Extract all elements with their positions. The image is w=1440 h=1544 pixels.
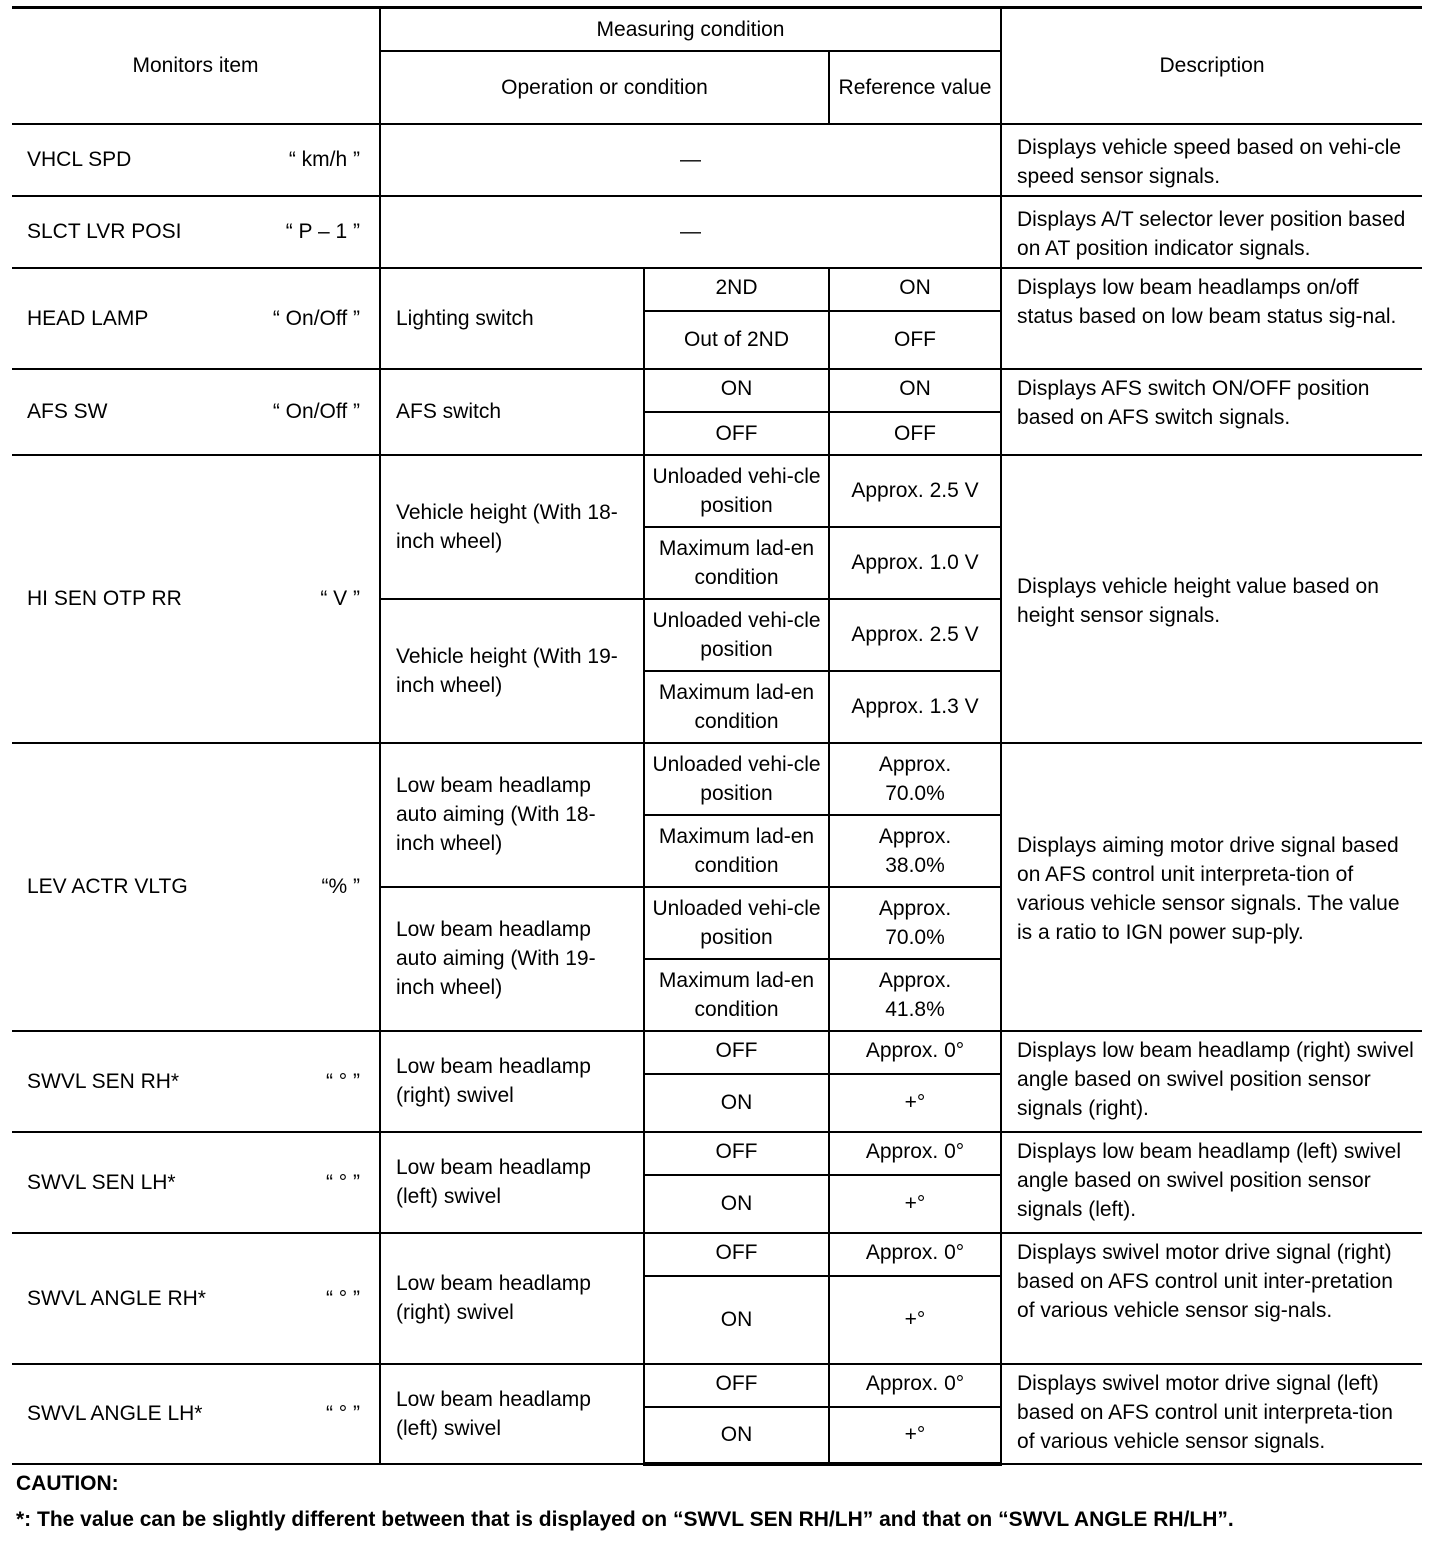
monitor-item-unit: “ P – 1 ” bbox=[285, 220, 360, 243]
monitor-item-unit: “ ° ” bbox=[325, 1069, 360, 1093]
operation-cell: ON bbox=[644, 369, 829, 412]
reference-cell: OFF bbox=[829, 311, 1001, 369]
monitor-item-unit: “ ° ” bbox=[325, 1402, 360, 1425]
table-row bbox=[12, 1364, 1422, 1407]
monitor-item-unit: “ km/h ” bbox=[288, 148, 360, 171]
condition-cell: — bbox=[380, 196, 1001, 268]
operation-cell: Unloaded vehi-cle position bbox=[644, 455, 829, 527]
header-operation: Operation or condition bbox=[380, 51, 829, 124]
monitor-item-unit: “ ° ” bbox=[325, 1170, 360, 1194]
monitor-item-name: HI SEN OTP RR bbox=[27, 587, 182, 610]
reference-cell: +° bbox=[829, 1175, 1001, 1233]
reference-cell: ON bbox=[829, 268, 1001, 311]
monitor-item-unit: “% ” bbox=[321, 875, 360, 898]
description-cell: Displays A/T selector lever position based on AT position indicator signals. bbox=[1001, 196, 1422, 268]
operation-cell: Maximum lad-en condition bbox=[644, 815, 829, 887]
operation-cell: ON bbox=[644, 1276, 829, 1364]
condition-cell: AFS switch bbox=[380, 369, 644, 455]
operation-cell: Maximum lad-en condition bbox=[644, 959, 829, 1031]
reference-cell: Approx. 1.0 V bbox=[829, 527, 1001, 599]
monitor-item-cell bbox=[12, 1031, 380, 1132]
condition-cell: Vehicle height (With 19-inch wheel) bbox=[380, 599, 644, 743]
operation-cell: OFF bbox=[644, 1364, 829, 1407]
monitor-item-name: SWVL SEN LH* bbox=[27, 1170, 176, 1194]
monitor-item-unit: “ On/Off ” bbox=[272, 400, 360, 423]
operation-cell: OFF bbox=[644, 412, 829, 455]
condition-cell: Low beam headlamp (right) swivel bbox=[380, 1233, 644, 1364]
operation-cell: Unloaded vehi-cle position bbox=[644, 887, 829, 959]
table-row bbox=[12, 455, 1422, 527]
reference-cell: +° bbox=[829, 1407, 1001, 1464]
monitor-item-cell bbox=[12, 124, 380, 196]
table-row bbox=[12, 124, 1422, 196]
condition-cell: Low beam headlamp (right) swivel bbox=[380, 1031, 644, 1132]
operation-cell: OFF bbox=[644, 1233, 829, 1276]
reference-cell: Approx. 2.5 V bbox=[829, 599, 1001, 671]
monitor-item-cell bbox=[12, 196, 380, 268]
monitor-item-cell bbox=[12, 1364, 380, 1464]
description-cell: Displays vehicle speed based on vehi-cle speed sensor signals. bbox=[1001, 124, 1422, 196]
monitor-item-name: SWVL SEN RH* bbox=[27, 1069, 180, 1093]
reference-cell: Approx. 0° bbox=[829, 1132, 1001, 1175]
condition-cell: Low beam headlamp auto aiming (With 19-inch wheel) bbox=[380, 887, 644, 1031]
reference-cell: +° bbox=[829, 1074, 1001, 1132]
condition-cell: Low beam headlamp (left) swivel bbox=[380, 1364, 644, 1464]
operation-cell: ON bbox=[644, 1074, 829, 1132]
operation-cell: OFF bbox=[644, 1031, 829, 1074]
table-row bbox=[12, 369, 1422, 412]
condition-cell: Low beam headlamp (left) swivel bbox=[380, 1132, 644, 1233]
monitor-item-cell bbox=[12, 743, 380, 1031]
operation-cell: Unloaded vehi-cle position bbox=[644, 599, 829, 671]
condition-cell: — bbox=[380, 124, 1001, 196]
monitor-item-unit: “ V ” bbox=[320, 587, 360, 610]
header-reference-value: Reference value bbox=[829, 51, 1001, 124]
table-row bbox=[12, 196, 1422, 268]
monitor-item-name: HEAD LAMP bbox=[27, 306, 149, 330]
reference-cell: Approx. 0° bbox=[829, 1031, 1001, 1074]
reference-cell: Approx. 38.0% bbox=[829, 815, 1001, 887]
table-row bbox=[12, 743, 1422, 815]
monitor-item-name: SWVL ANGLE RH* bbox=[27, 1286, 206, 1310]
caution-heading: CAUTION: bbox=[16, 1472, 119, 1495]
reference-cell: Approx. 41.8% bbox=[829, 959, 1001, 1031]
monitor-item-name: AFS SW bbox=[27, 400, 108, 423]
monitor-item-unit: “ On/Off ” bbox=[272, 306, 360, 330]
monitor-item-name: VHCL SPD bbox=[27, 148, 132, 171]
condition-cell: Lighting switch bbox=[380, 268, 644, 369]
table-row bbox=[12, 1031, 1422, 1074]
monitor-item-cell bbox=[12, 268, 380, 369]
description-cell: Displays low beam headlamp (left) swivel angle based on swivel position sensor signals (left). bbox=[1001, 1132, 1422, 1233]
reference-cell: +° bbox=[829, 1276, 1001, 1364]
operation-cell: Maximum lad-en condition bbox=[644, 671, 829, 743]
description-cell: Displays AFS switch ON/OFF position based on AFS switch signals. bbox=[1001, 369, 1422, 455]
table-row bbox=[12, 268, 1422, 311]
description-cell: Displays vehicle height value based on height sensor signals. bbox=[1001, 455, 1422, 743]
reference-cell: Approx. 0° bbox=[829, 1364, 1001, 1407]
monitor-item-cell bbox=[12, 455, 380, 743]
description-cell: Displays low beam headlamp (right) swivel angle based on swivel position sensor signals (right). bbox=[1001, 1031, 1422, 1132]
monitor-item-cell bbox=[12, 1132, 380, 1233]
description-cell: Displays swivel motor drive signal (right) based on AFS control unit inter-pretation of various vehicle sensor sig-nals. bbox=[1001, 1233, 1422, 1364]
header-description: Description bbox=[1001, 8, 1422, 124]
condition-cell: Low beam headlamp auto aiming (With 18-inch wheel) bbox=[380, 743, 644, 887]
reference-cell: Approx. 0° bbox=[829, 1233, 1001, 1276]
monitor-item-cell bbox=[12, 1233, 380, 1364]
monitor-item-name: SLCT LVR POSI bbox=[27, 220, 182, 243]
reference-cell: Approx. 70.0% bbox=[829, 743, 1001, 815]
operation-cell: ON bbox=[644, 1175, 829, 1233]
reference-cell: Approx. 1.3 V bbox=[829, 671, 1001, 743]
operation-cell: OFF bbox=[644, 1132, 829, 1175]
operation-cell: Unloaded vehi-cle position bbox=[644, 743, 829, 815]
caution-note: *: The value can be slightly different between that is displayed on “SWVL SEN RH/LH” and that on “SWVL ANGLE RH/LH”. bbox=[16, 1508, 1234, 1531]
table-row bbox=[12, 1233, 1422, 1276]
table-row bbox=[12, 1132, 1422, 1175]
reference-cell: Approx. 2.5 V bbox=[829, 455, 1001, 527]
header-measuring-condition: Measuring condition bbox=[380, 8, 1001, 51]
reference-cell: Approx. 70.0% bbox=[829, 887, 1001, 959]
header-monitors-item: Monitors item bbox=[12, 8, 380, 124]
reference-cell: ON bbox=[829, 369, 1001, 412]
operation-cell: 2ND bbox=[644, 268, 829, 311]
monitor-item-table bbox=[12, 6, 1422, 1466]
operation-cell: Out of 2ND bbox=[644, 311, 829, 369]
monitor-item-name: SWVL ANGLE LH* bbox=[27, 1402, 203, 1425]
description-cell: Displays swivel motor drive signal (left) based on AFS control unit interpreta-tion of various vehicle sensor signals. bbox=[1001, 1364, 1422, 1464]
operation-cell: ON bbox=[644, 1407, 829, 1464]
operation-cell: Maximum lad-en condition bbox=[644, 527, 829, 599]
monitor-item-name: LEV ACTR VLTG bbox=[27, 875, 188, 898]
reference-cell: OFF bbox=[829, 412, 1001, 455]
description-cell: Displays aiming motor drive signal based on AFS control unit interpreta-tion of various vehicle sensor signals. The value is a ratio to IGN power sup-ply. bbox=[1001, 743, 1422, 1031]
condition-cell: Vehicle height (With 18-inch wheel) bbox=[380, 455, 644, 599]
description-cell: Displays low beam headlamps on/off status based on low beam status sig-nal. bbox=[1001, 268, 1422, 369]
monitor-item-unit: “ ° ” bbox=[325, 1286, 360, 1310]
monitor-item-cell bbox=[12, 369, 380, 455]
